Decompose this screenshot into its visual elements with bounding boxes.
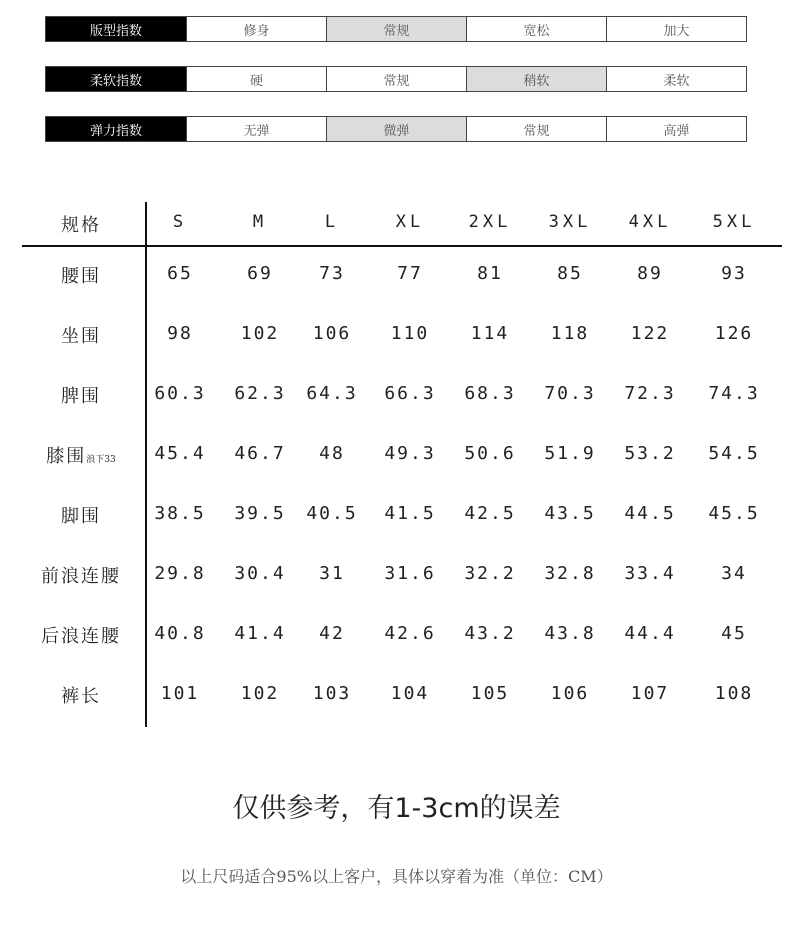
index-label: 版型指数	[46, 17, 186, 41]
index-label: 柔软指数	[46, 67, 186, 91]
measurement-name: 脚围	[61, 506, 101, 527]
index-row	[45, 116, 747, 142]
size-column-header: M	[252, 212, 268, 232]
measurement-value: 42	[319, 623, 345, 644]
measurement-value: 126	[714, 323, 754, 344]
size-header-label: 规格	[61, 215, 101, 236]
index-option: 宽松	[466, 17, 606, 41]
measurement-value: 39.5	[234, 503, 286, 524]
measurement-value: 118	[550, 323, 590, 344]
measurement-value: 108	[714, 683, 754, 704]
measurement-value: 40.5	[306, 503, 358, 524]
measurement-name: 腰围	[61, 266, 101, 287]
index-row	[45, 16, 747, 42]
measurement-value: 66.3	[384, 383, 436, 404]
measurement-value: 65	[167, 263, 193, 284]
measurement-name: 裤长	[61, 686, 101, 707]
measurement-value: 72.3	[624, 383, 676, 404]
index-option: 常规	[326, 67, 466, 91]
measurement-value: 42.6	[384, 623, 436, 644]
table-header-divider	[22, 245, 782, 247]
measurement-label	[22, 622, 140, 648]
measurement-name: 膝围	[46, 446, 87, 467]
measurement-value: 45.5	[708, 503, 760, 524]
measurement-value: 49.3	[384, 443, 436, 464]
measurement-value: 89	[637, 263, 663, 284]
index-option: 微弹	[326, 117, 466, 141]
size-table	[22, 200, 782, 730]
measurement-value: 70.3	[544, 383, 596, 404]
index-row	[45, 66, 747, 92]
measurement-value: 74.3	[708, 383, 760, 404]
index-option: 无弹	[186, 117, 326, 141]
measurement-value: 43.5	[544, 503, 596, 524]
measurement-value: 45.4	[154, 443, 206, 464]
measurement-name: 坐围	[61, 326, 101, 347]
measurement-value: 106	[550, 683, 590, 704]
measurement-value: 45	[721, 623, 747, 644]
size-column-header: XL	[395, 212, 425, 232]
measurement-value: 41.5	[384, 503, 436, 524]
measurement-value: 54.5	[708, 443, 760, 464]
measurement-value: 41.4	[234, 623, 286, 644]
measurement-value: 30.4	[234, 563, 286, 584]
measurement-label	[22, 322, 140, 348]
index-option: 高弹	[606, 117, 746, 141]
measurement-value: 43.8	[544, 623, 596, 644]
measurement-label	[22, 382, 140, 408]
measurement-value: 105	[470, 683, 510, 704]
index-option: 加大	[606, 17, 746, 41]
index-option: 柔软	[606, 67, 746, 91]
index-label: 弹力指数	[46, 117, 186, 141]
measurement-value: 29.8	[154, 563, 206, 584]
measurement-value: 34	[721, 563, 747, 584]
measurement-value: 68.3	[464, 383, 516, 404]
measurement-value: 104	[390, 683, 430, 704]
measurement-value: 106	[312, 323, 352, 344]
measurement-value: 48	[319, 443, 345, 464]
size-column-header: S	[172, 212, 188, 232]
measurement-value: 103	[312, 683, 352, 704]
measurement-value: 64.3	[306, 383, 358, 404]
index-option: 硬	[186, 67, 326, 91]
measurement-value: 73	[319, 263, 345, 284]
unit-note: 以上尺码适合95%以上客户，具体以穿着为准（单位：CM）	[180, 867, 613, 886]
measurement-value: 60.3	[154, 383, 206, 404]
measurement-value: 101	[160, 683, 200, 704]
measurement-label	[22, 682, 140, 708]
measurement-label	[22, 562, 140, 588]
disclaimer-text: 仅供参考，有1-3cm的误差	[232, 793, 561, 824]
measurement-value: 32.8	[544, 563, 596, 584]
measurement-value: 102	[240, 323, 280, 344]
measurement-value: 51.9	[544, 443, 596, 464]
size-column-header: L	[324, 212, 340, 232]
measurement-value: 46.7	[234, 443, 286, 464]
index-option: 常规	[326, 17, 466, 41]
measurement-value: 50.6	[464, 443, 516, 464]
measurement-value: 43.2	[464, 623, 516, 644]
measurement-value: 31	[319, 563, 345, 584]
measurement-label	[22, 262, 140, 288]
size-column-header: 3XL	[548, 212, 592, 232]
measurement-name: 后浪连腰	[41, 626, 121, 647]
measurement-value: 107	[630, 683, 670, 704]
size-column-header: 5XL	[712, 212, 756, 232]
index-option: 常规	[466, 117, 606, 141]
measurement-label	[22, 442, 140, 468]
measurement-value: 32.2	[464, 563, 516, 584]
measurement-value: 38.5	[154, 503, 206, 524]
measurement-value: 31.6	[384, 563, 436, 584]
measurement-value: 81	[477, 263, 503, 284]
size-column-header: 2XL	[468, 212, 512, 232]
measurement-name: 脾围	[61, 386, 101, 407]
measurement-label	[22, 502, 140, 528]
measurement-value: 53.2	[624, 443, 676, 464]
measurement-value: 44.5	[624, 503, 676, 524]
measurement-value: 77	[397, 263, 423, 284]
measurement-value: 98	[167, 323, 193, 344]
measurement-value: 33.4	[624, 563, 676, 584]
size-column-header: 4XL	[628, 212, 672, 232]
measurement-value: 93	[721, 263, 747, 284]
measurement-value: 110	[390, 323, 430, 344]
measurement-note: 浪下33	[86, 455, 116, 465]
measurement-value: 44.4	[624, 623, 676, 644]
measurement-value: 62.3	[234, 383, 286, 404]
measurement-value: 69	[247, 263, 273, 284]
index-option: 修身	[186, 17, 326, 41]
index-option: 稍软	[466, 67, 606, 91]
measurement-value: 114	[470, 323, 510, 344]
measurement-value: 40.8	[154, 623, 206, 644]
measurement-value: 85	[557, 263, 583, 284]
measurement-value: 42.5	[464, 503, 516, 524]
measurement-name: 前浪连腰	[41, 566, 121, 587]
measurement-value: 102	[240, 683, 280, 704]
measurement-value: 122	[630, 323, 670, 344]
